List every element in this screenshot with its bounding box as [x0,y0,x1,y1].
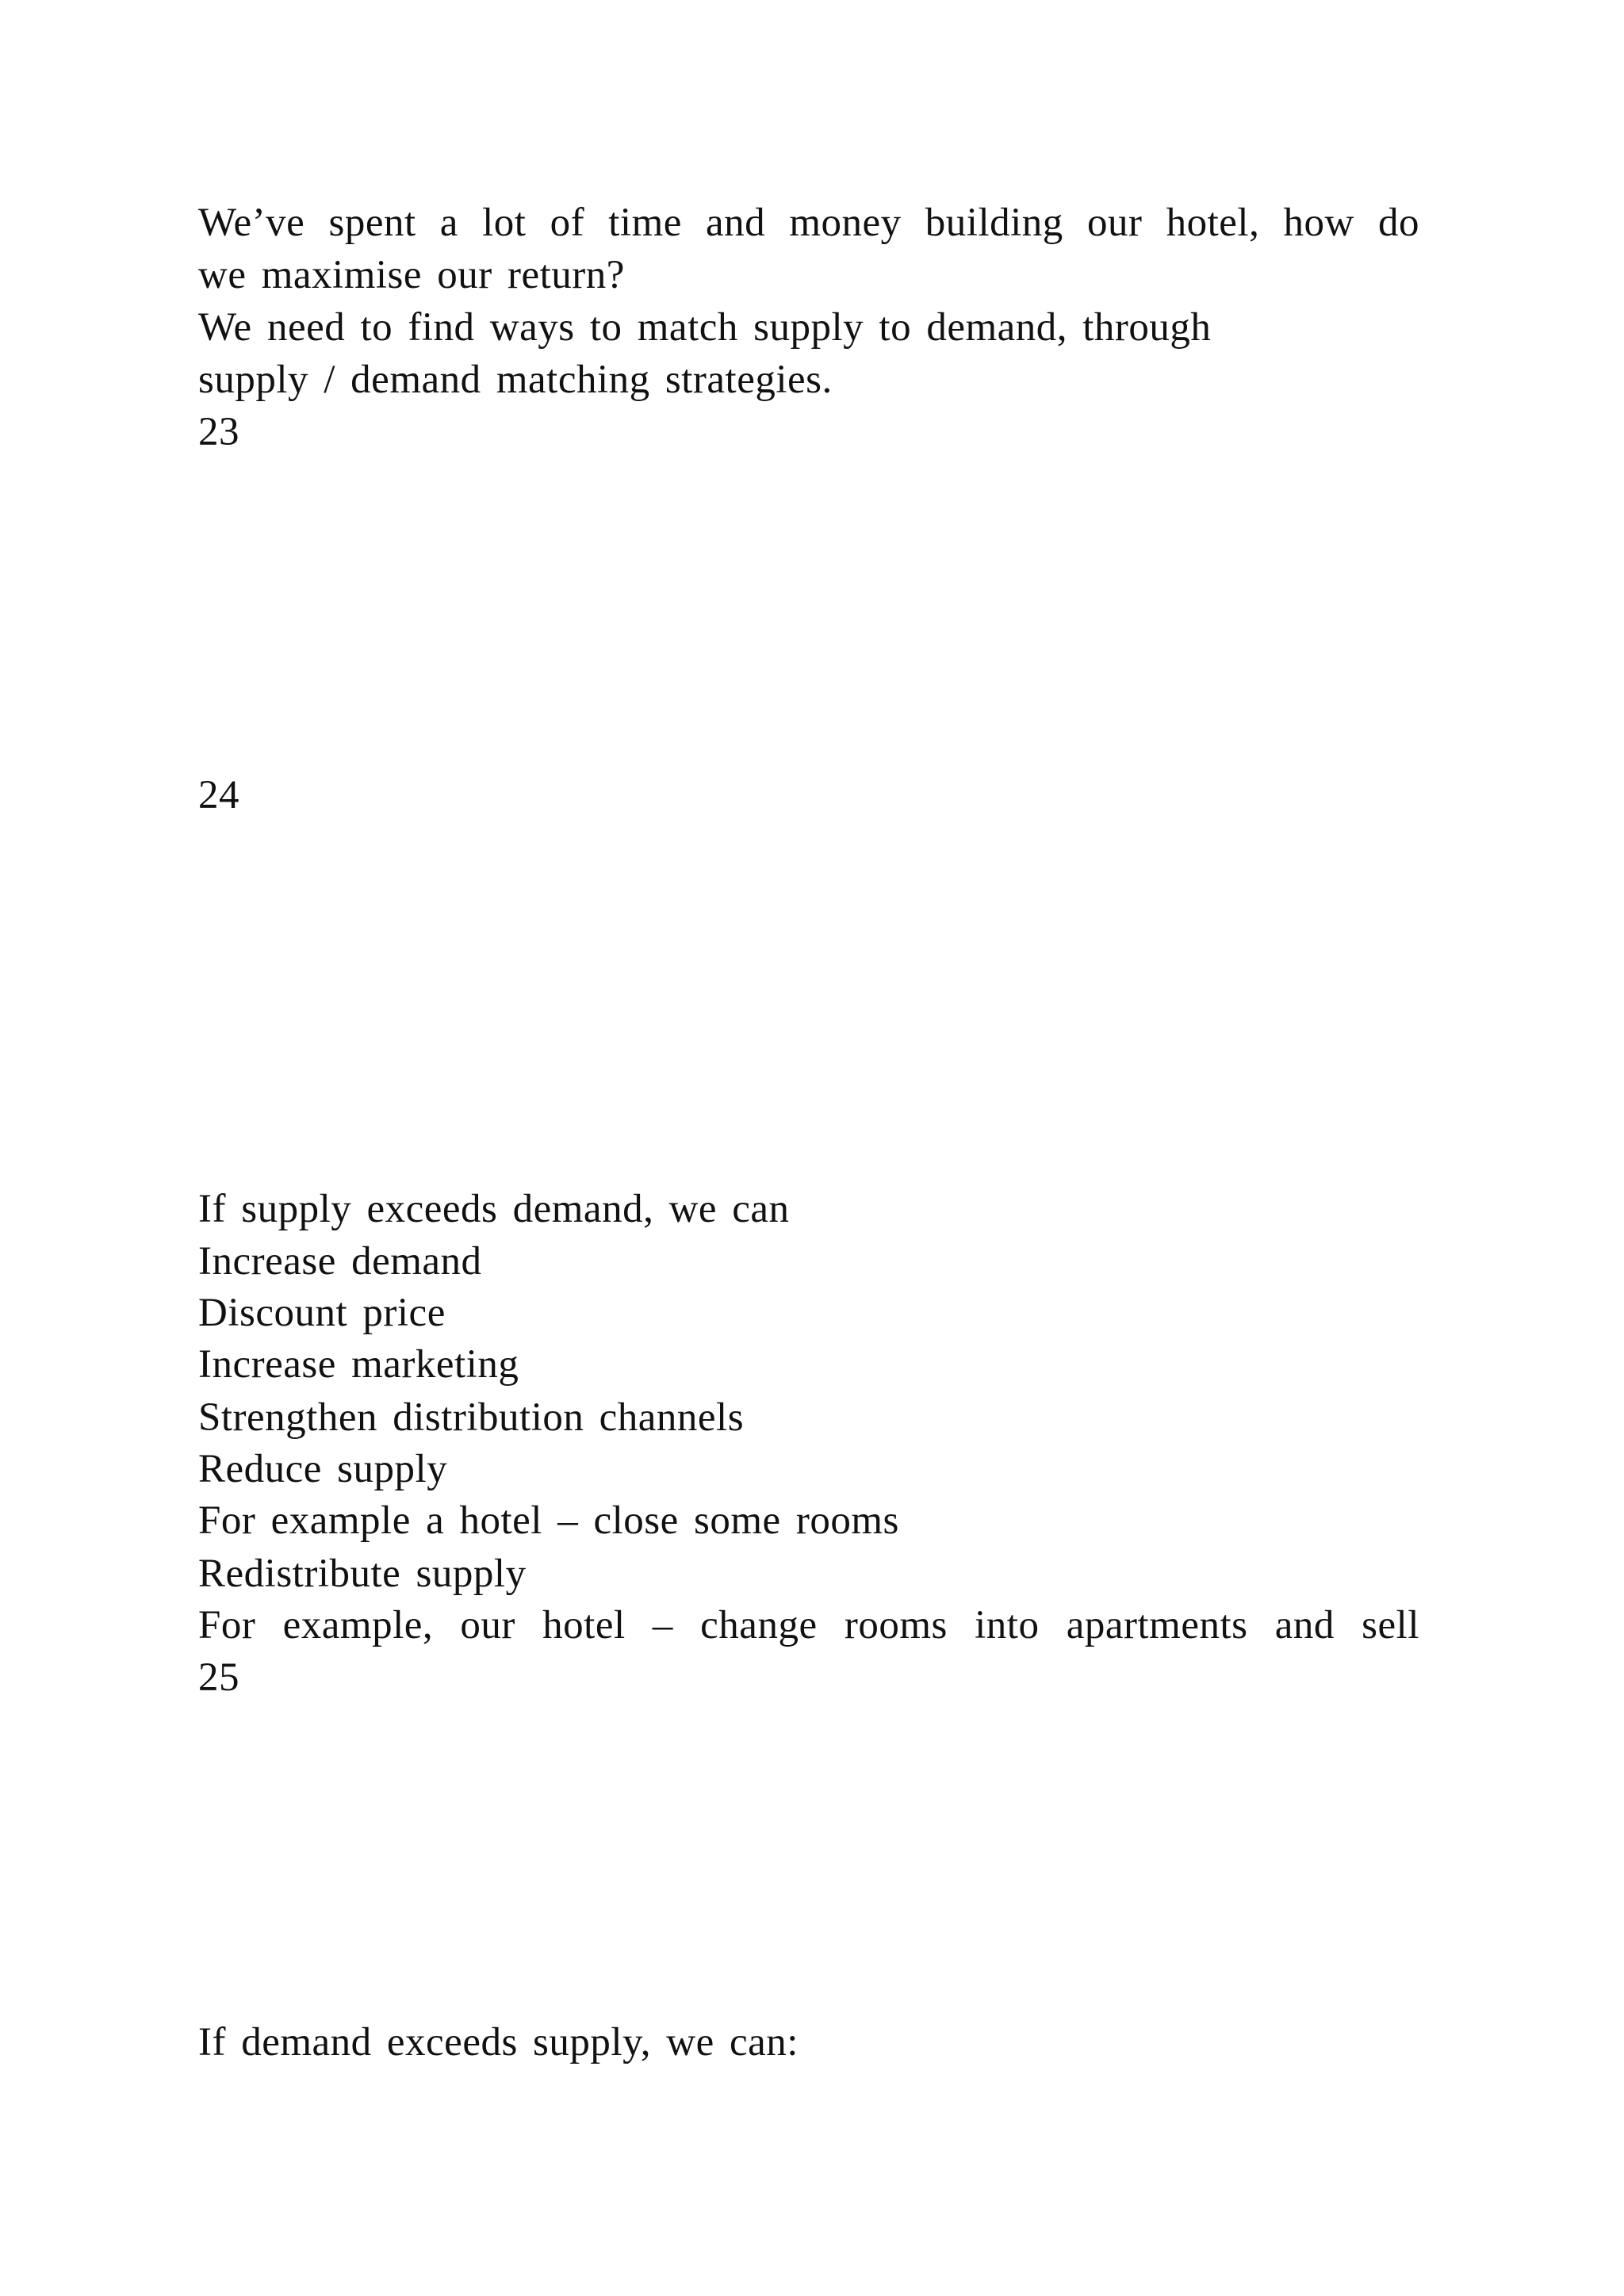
paragraph-line: We need to find ways to match supply to demand, through [198,305,1212,350]
list-item: For example, our hotel – change rooms into apartments and sell [198,1603,1419,1647]
list-item: Strengthen distribution channels [198,1395,745,1440]
list-item: Discount price [198,1291,446,1335]
list-item: Increase demand [198,1239,482,1284]
list-item: For example a hotel – close some rooms [198,1498,899,1543]
page-number: 23 [198,410,239,454]
paragraph-line: We’ve spent a lot of time and money building our hotel, how do [198,201,1419,245]
list-item: Reduce supply [198,1447,448,1491]
paragraph-line: we maximise our return? [198,253,625,297]
page-number: 24 [198,773,239,817]
paragraph-line: If supply exceeds demand, we can [198,1187,790,1231]
list-item: Increase marketing [198,1342,519,1387]
paragraph-line: If demand exceeds supply, we can: [198,2020,799,2064]
paragraph-line: supply / demand matching strategies. [198,358,833,402]
list-item: Redistribute supply [198,1552,527,1596]
page-number: 25 [198,1655,239,1700]
